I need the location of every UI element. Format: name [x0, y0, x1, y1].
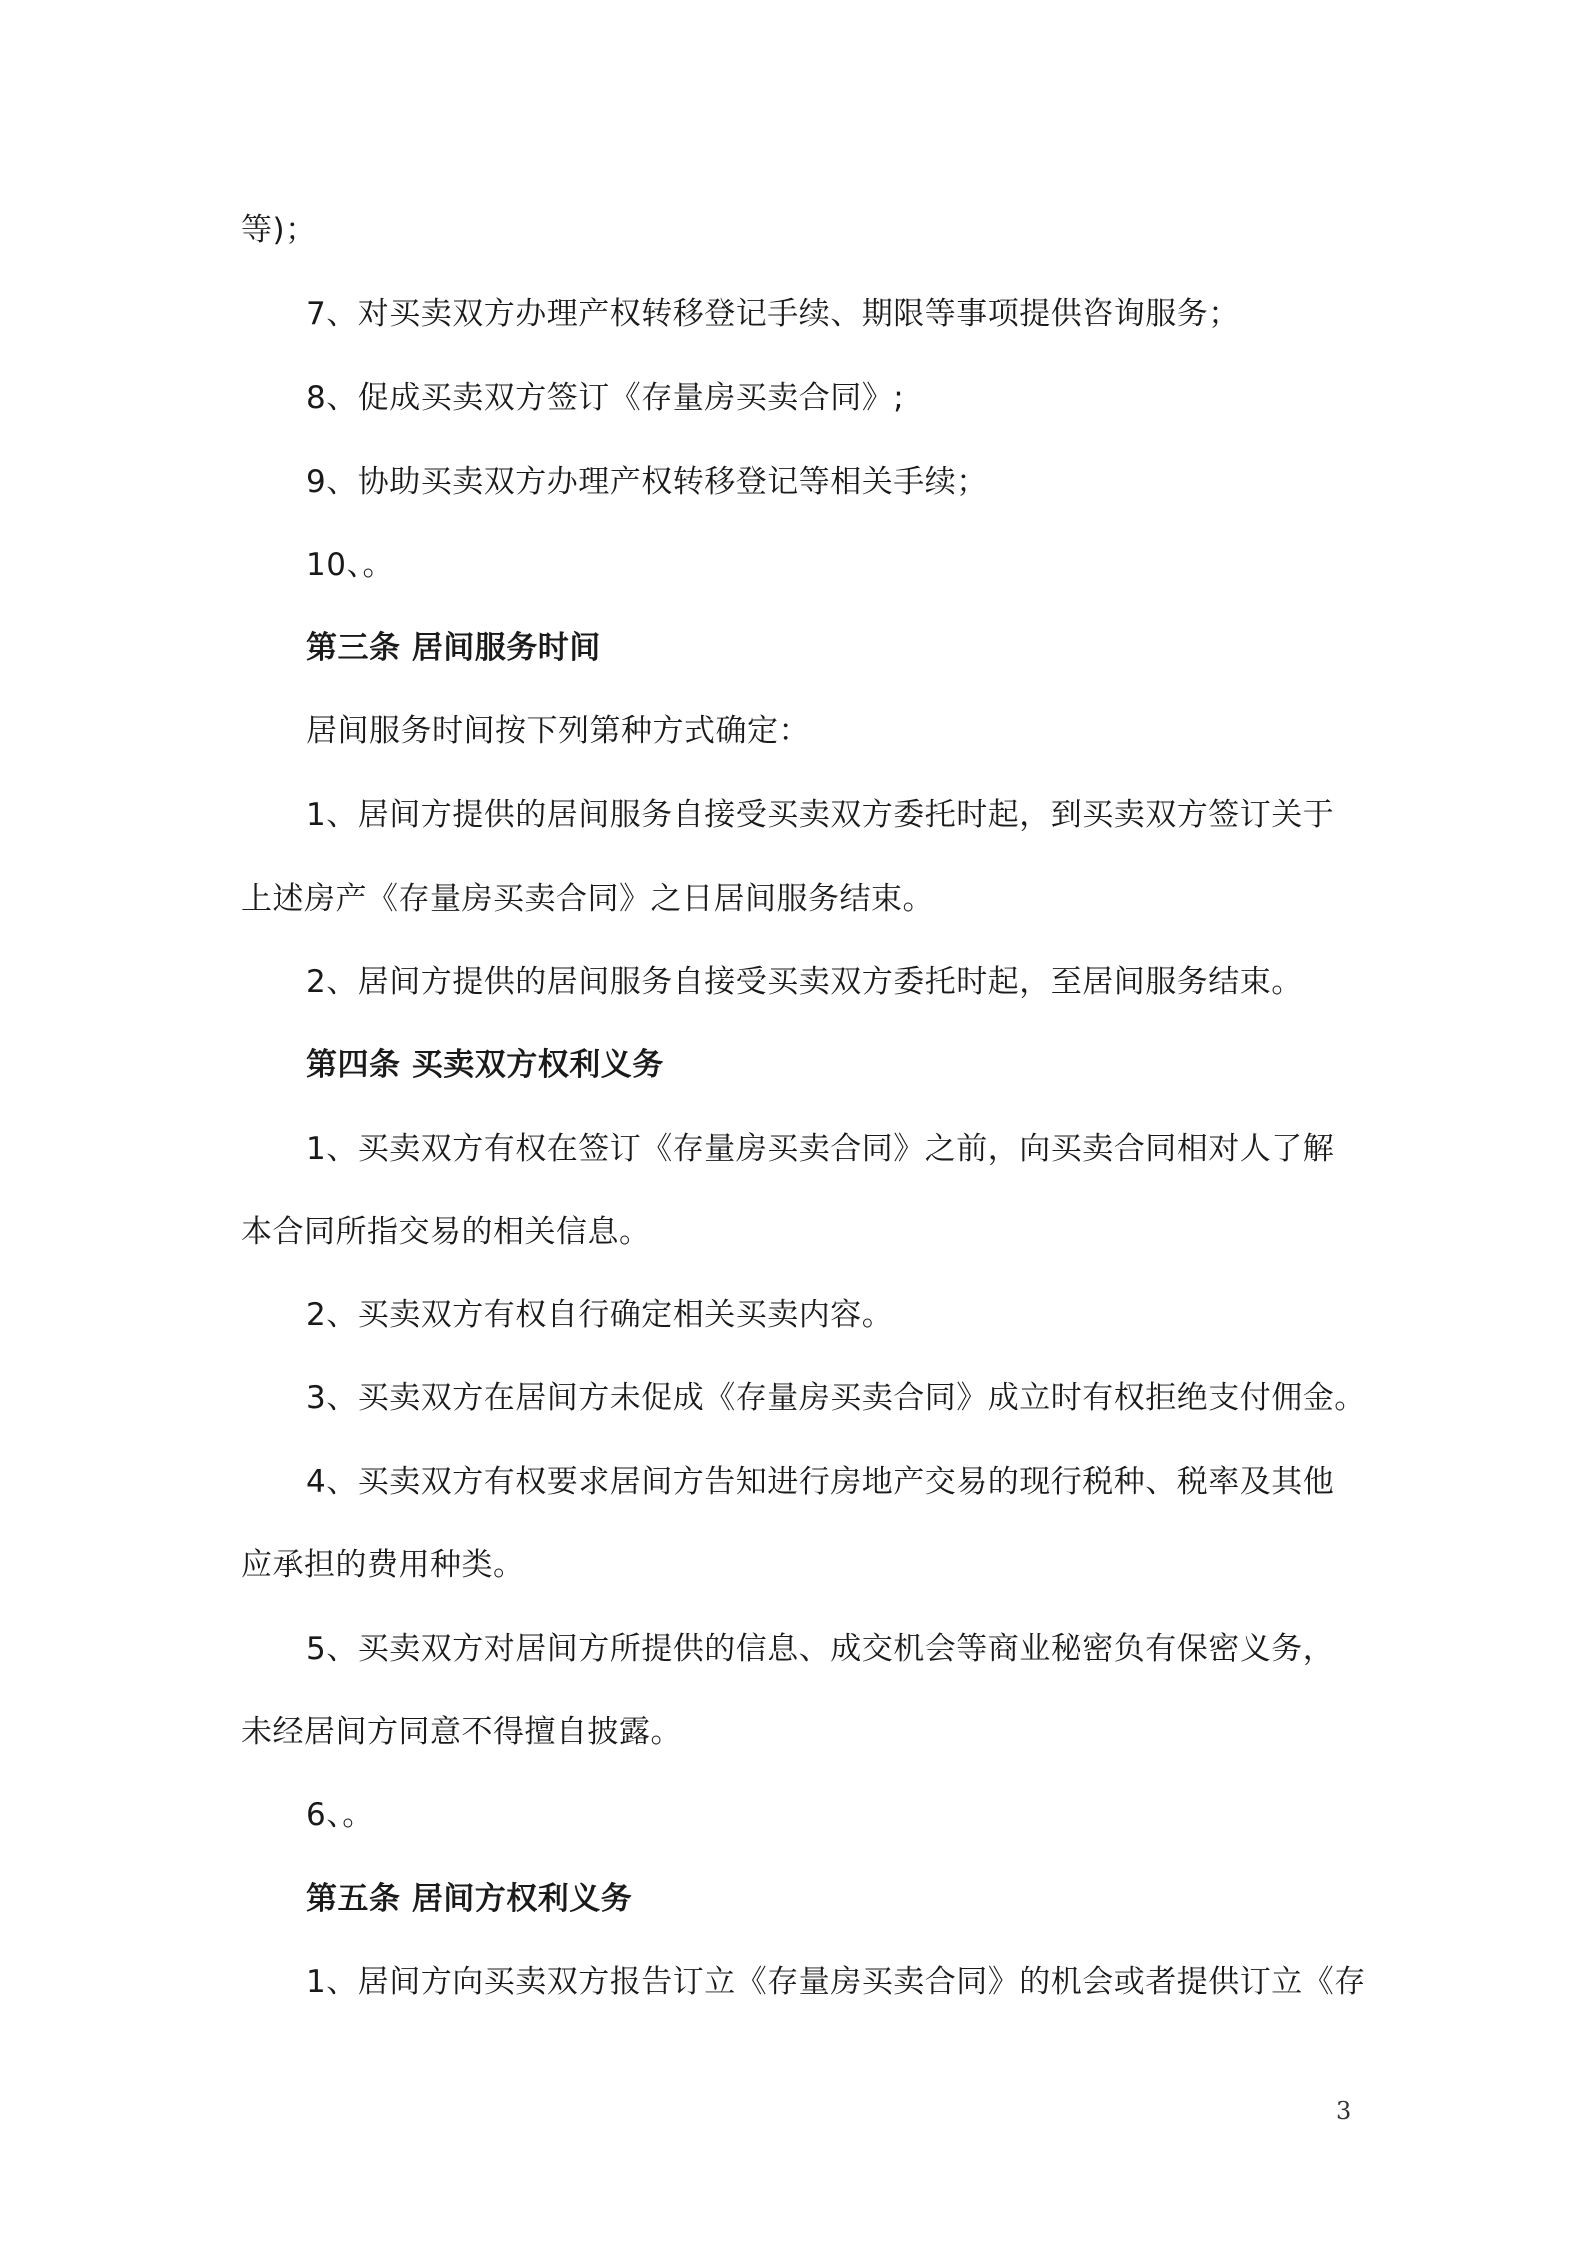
text-line: 4、买卖双方有权要求居间方告知进行房地产交易的现行税种、税率及其他 [306, 1464, 1335, 1500]
text-line: 1、居间方向买卖双方报告订立《存量房买卖合同》的机会或者提供订立《存 [306, 1964, 1366, 2000]
text-line: 2、居间方提供的居间服务自接受买卖双方委托时起，至居间服务结束。 [306, 964, 1303, 1000]
text-line: 10、。 [306, 547, 394, 583]
text-line: 未经居间方同意不得擅自披露。 [241, 1714, 682, 1750]
text-line: 1、买卖双方有权在签订《存量房买卖合同》之前，向买卖合同相对人了解 [306, 1131, 1335, 1167]
section-heading: 第三条 居间服务时间 [306, 630, 601, 666]
text-line: 1、居间方提供的居间服务自接受买卖双方委托时起，到买卖双方签订关于 [306, 797, 1335, 833]
section-heading: 第五条 居间方权利义务 [306, 1881, 633, 1917]
text-line: 2、买卖双方有权自行确定相关买卖内容。 [306, 1297, 894, 1333]
text-line: 3、买卖双方在居间方未促成《存量房买卖合同》成立时有权拒绝支付佣金。 [306, 1380, 1366, 1416]
text-line: 8、促成买卖双方签订《存量房买卖合同》; [306, 380, 905, 416]
text-line: 本合同所指交易的相关信息。 [241, 1214, 651, 1250]
text-line: 上述房产《存量房买卖合同》之日居间服务结束。 [241, 881, 934, 917]
text-line: 5、买卖双方对居间方所提供的信息、成交机会等商业秘密负有保密义务， [306, 1631, 1335, 1667]
section-heading: 第四条 买卖双方权利义务 [306, 1047, 664, 1083]
text-line: 居间服务时间按下列第种方式确定： [306, 713, 810, 749]
text-line: 6、。 [306, 1797, 374, 1833]
page-number: 3 [1336, 2097, 1352, 2125]
text-line: 7、对买卖双方办理产权转移登记手续、期限等事项提供咨询服务； [306, 296, 1240, 332]
text-line: 应承担的费用种类。 [241, 1547, 525, 1583]
text-line: 9、协助买卖双方办理产权转移登记等相关手续； [306, 464, 988, 500]
text-line: 等)； [241, 212, 317, 248]
